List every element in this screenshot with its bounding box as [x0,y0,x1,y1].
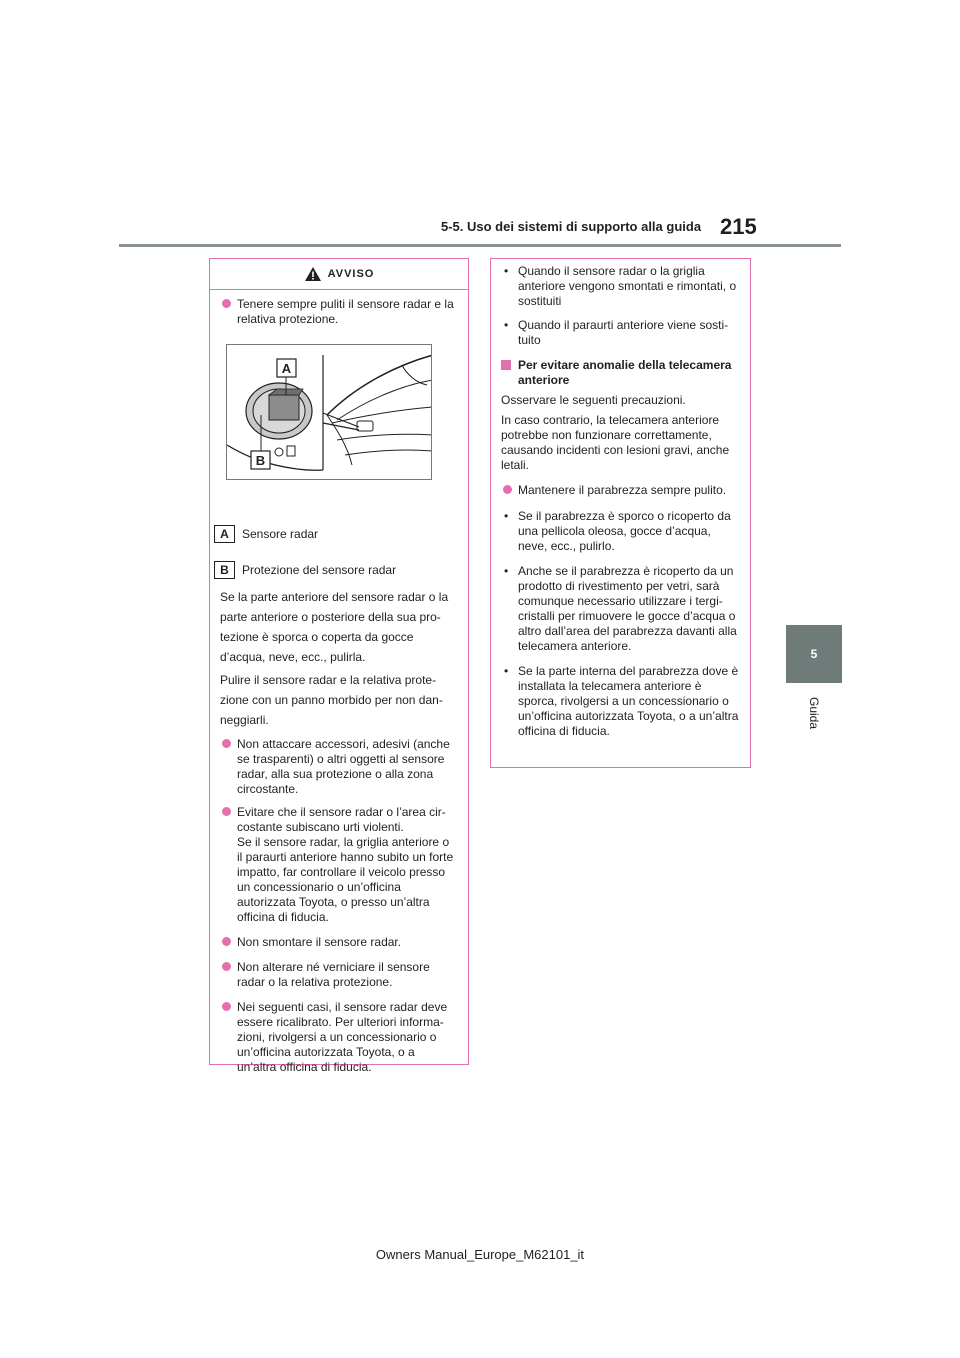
legend-item-b [214,561,396,579]
footer-text: Owners Manual_Europe_M62101_it [375,1247,585,1262]
legend-key-b: B [214,561,235,579]
dash-marker: • [504,564,509,578]
list-item-text: Se la parte interna del parabrezza dove è installata la telecamera anteriore è sporca, rivolgersi a un concessionario o un’officina autorizzata Toyota, o a un’altra officina di fiducia. [518,664,739,738]
figure-label-b: B [255,453,266,468]
chapter-label [786,693,842,733]
list-item [501,318,739,348]
list-item [501,509,739,554]
bullet-icon [222,962,231,971]
legend-text-b: Protezione del sensore radar [242,562,397,577]
bullet-icon [222,1002,231,1011]
subheading-text: Per evitare anomalie della telecamera anteriore [518,358,732,387]
figure-label-a: A [281,361,292,376]
warning-intro-text: Tenere sempre puliti il sensore radar e la relativa protezione. [237,297,454,326]
list-item-text: Se il parabrezza è sporco o ricoperto da una pellicola oleosa, gocce d’acqua, neve, ecc., pulirlo. [518,509,731,553]
wipe-paragraph [220,670,457,730]
list-item-text: Non attaccare accessori, adesivi (anche se trasparenti) o altri oggetti al sensore radar, alla sua protezione o alla zona circostante. [237,737,450,796]
list-item-text: Non alterare né verniciare il sensore radar o la relativa protezione. [237,960,430,989]
bullet-icon [222,807,231,816]
list-item-text: Anche se il parabrezza è ricoperto da un prodotto di rivestimento per vetri, sarà comunque necessario utilizzare i tergi-cristalli per rimuovere le gocce d’acqua o altro dall’area del parabrezza davanti alla telecamera anteriore. [518,564,737,653]
dash-marker: • [504,509,509,523]
text-line: Se la parte anteriore del sensore radar o la [220,590,449,604]
page-number: 215 [720,214,757,239]
text-line: tezione è sporca o coperta da gocce [220,630,414,644]
list-item-text: Nei seguenti casi, il sensore radar deve essere ricalibrato. Per ulteriori informa-zioni, rivolgersi a un concessionario o un’officina autorizzata Toyota, o a un’altra officina di fiducia. [237,1000,448,1074]
radar-sensor-illustration [227,345,432,480]
list-item-text: Se il sensore radar, la griglia anteriore o il paraurti anteriore hanno subito un forte impatto, far controllare il veicolo presso un concessionario o un’officina autorizzata Toyota, o presso un’altra officina di fiducia. [237,835,454,924]
cleaning-paragraph [220,587,457,667]
text-line: Pulire il sensore radar e la relativa prote- [220,673,437,687]
list-item-text: Quando il sensore radar o la griglia anteriore vengono smontati e rimontati, o sostituiti [518,264,737,308]
list-item [220,935,457,950]
chapter-tab[interactable] [786,625,842,683]
warning-title: AVVISO [327,268,375,280]
bullet-icon [503,485,512,494]
continued-warning-box [490,258,751,768]
subheading [501,358,739,388]
list-item-text: Quando il paraurti anteriore viene sosti-tuito [518,318,729,347]
text-line: d’acqua, neve, ecc., pulirla. [220,650,366,664]
list-item [501,564,739,654]
paragraph: Osservare le seguenti precauzioni. [501,393,686,407]
bullet-icon [222,299,231,308]
legend-item-a [214,525,318,543]
warning-box [209,258,469,1074]
paragraph: In caso contrario, la telecamera anteriore potrebbe non funzionare correttamente, causando incidenti con lesioni gravi, anche letali. [501,413,730,472]
legend-text-a: Sensore radar [242,526,319,541]
header-rule [119,244,841,247]
chapter-number: 5 [810,647,818,661]
warning-triangle-icon [304,266,322,282]
dash-marker: • [504,264,509,278]
list-item-text: Evitare che il sensore radar o l’area cir-costante subiscano urti violenti. [237,805,446,834]
list-item [501,664,739,739]
chapter-label-text: Guida [807,696,821,730]
list-item [501,483,739,498]
list-item [220,1000,457,1075]
square-bullet-icon [501,360,511,370]
warning-intro [220,297,457,327]
text-line: zione con un panno morbido per non dan- [220,693,443,707]
text-line: neggiarli. [220,713,269,727]
list-item [220,737,457,797]
text-line: parte anteriore o posteriore della sua pro- [220,610,441,624]
bullet-icon [222,937,231,946]
dash-marker: • [504,664,509,678]
list-item [220,805,457,925]
dash-marker: • [504,318,509,332]
list-item-text: Mantenere il parabrezza sempre pulito. [518,483,727,497]
warning-body [220,587,457,1075]
list-item [501,264,739,309]
section-title: 5-5. Uso dei sistemi di supporto alla guida [441,219,702,234]
radar-sensor-figure [226,344,432,480]
legend-key-a: A [214,525,235,543]
list-item [220,960,457,990]
bullet-icon [222,739,231,748]
warning-header [210,259,468,290]
list-item-text: Non smontare il sensore radar. [237,935,402,949]
